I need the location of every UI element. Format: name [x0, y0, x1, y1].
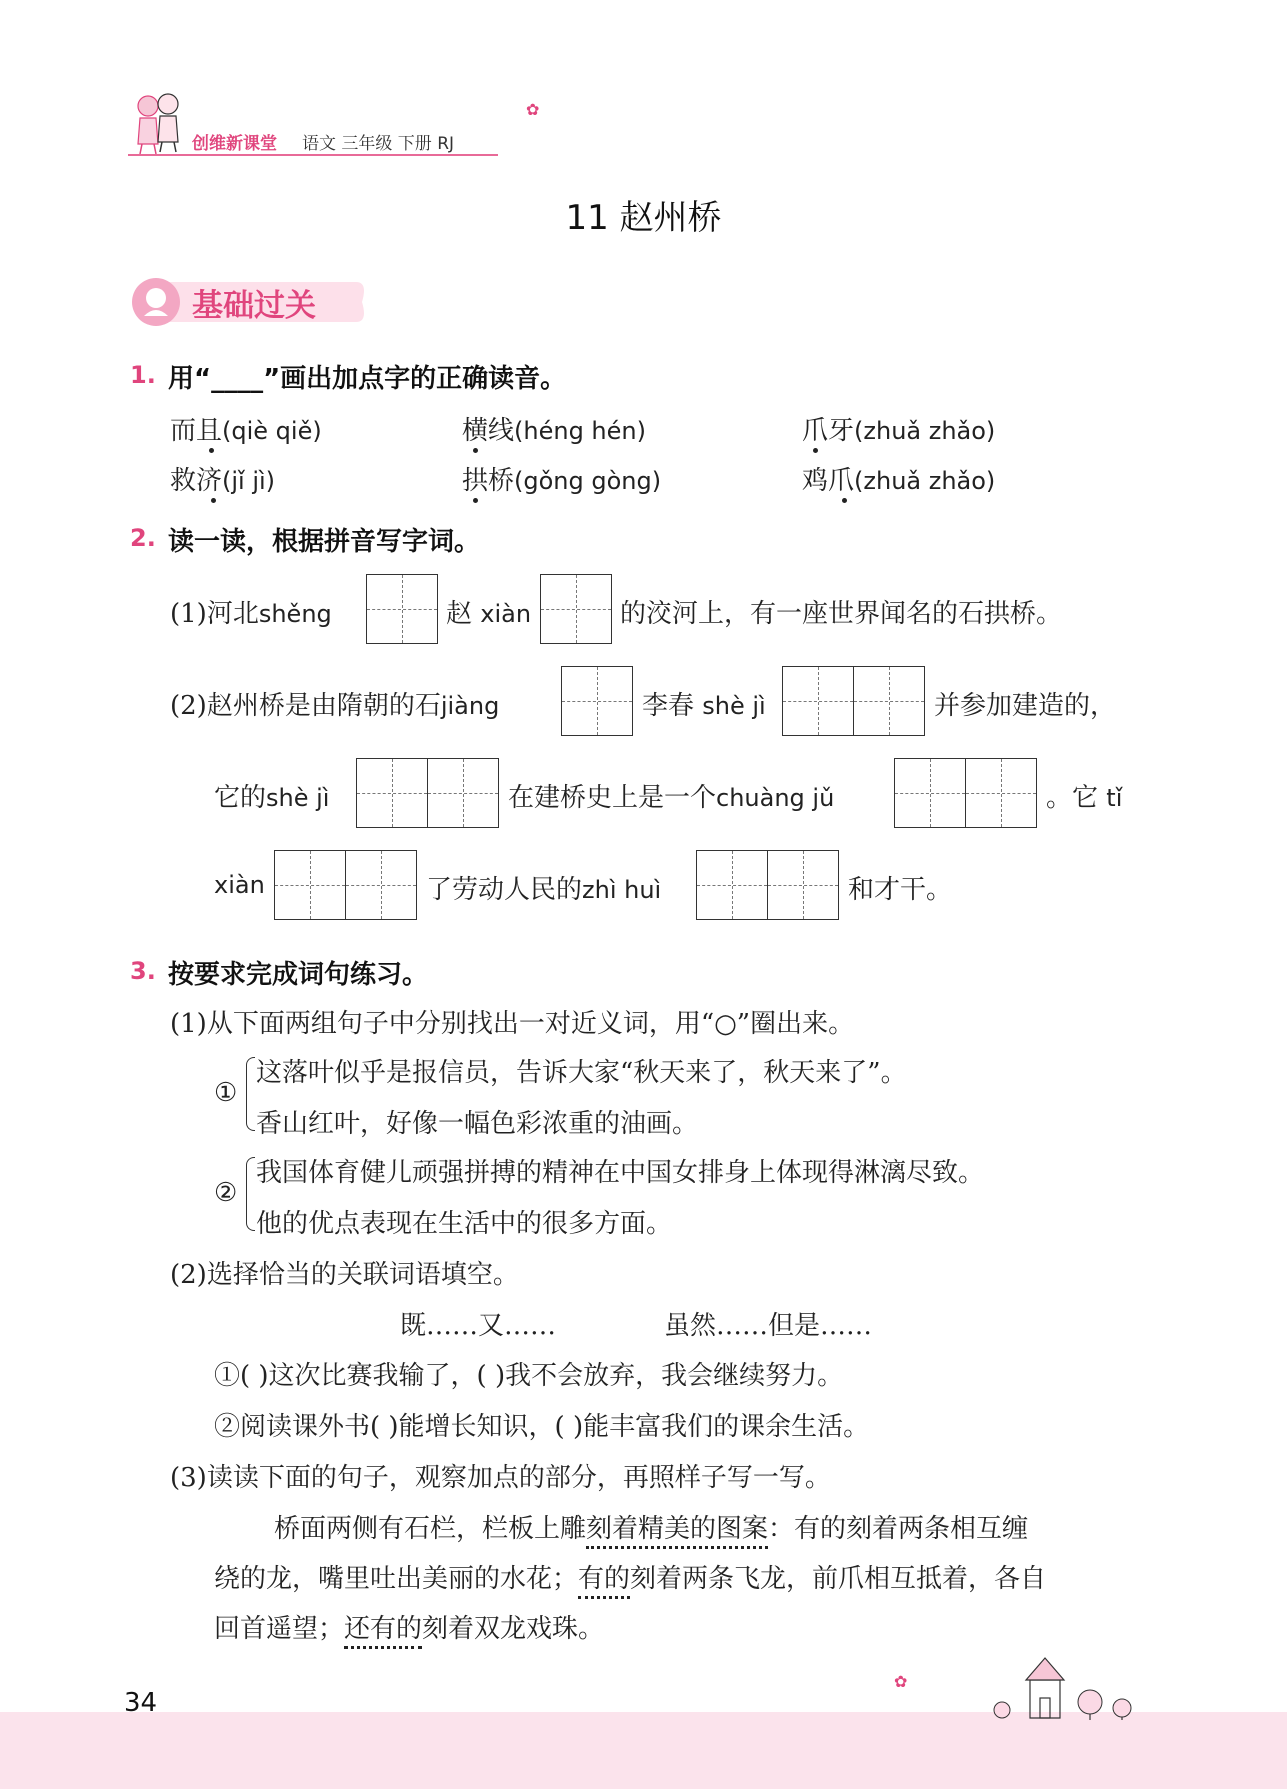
writing-box[interactable]: [561, 666, 633, 736]
conjunction-option: 虽然……但是……: [664, 1311, 873, 1341]
q2-p1-text: (1)河北shěng: [170, 599, 332, 629]
q2-p4-text: 和才干。: [848, 875, 953, 905]
writing-box[interactable]: [894, 758, 1037, 828]
writing-box[interactable]: [782, 666, 925, 736]
writing-box[interactable]: [696, 850, 839, 920]
emphasis-dot: [842, 498, 847, 503]
q2-p1-text: 赵 xiàn: [446, 599, 532, 629]
q2-p3-text: 它的shè jì: [214, 783, 330, 813]
q3-sub3: (3)读读下面的句子，观察加点的部分，再照样子写一写。: [170, 1463, 831, 1493]
q2-number: 2.: [130, 524, 156, 552]
q1-item: 而且(qiè qiě): [170, 416, 322, 446]
sentence: 他的优点表现在生活中的很多方面。: [256, 1209, 673, 1239]
footer-band: [0, 1712, 1287, 1789]
q3-sub2: (2)选择恰当的关联词语填空。: [170, 1260, 519, 1290]
brace: [246, 1157, 255, 1231]
kids-logo-icon: [128, 88, 188, 156]
emphasis-dot: [813, 448, 818, 453]
q2-p3-text: 在建桥史上是一个chuàng jǔ: [508, 783, 835, 813]
group-mark: ②: [214, 1178, 238, 1208]
group-mark: ①: [214, 1078, 238, 1108]
q2-p4-text: 了劳动人民的zhì huì: [426, 875, 662, 905]
emphasis-dot: [473, 498, 478, 503]
q3-sub1: (1)从下面两组句子中分别找出一对近义词，用“○”圈出来。: [170, 1009, 855, 1039]
writing-box[interactable]: [366, 574, 438, 644]
writing-box[interactable]: [356, 758, 499, 828]
page-number: 34: [124, 1688, 158, 1718]
q1-item: 鸡爪(zhuǎ zhǎo): [802, 466, 996, 496]
emphasis-dot: [473, 448, 478, 453]
fill-sentence: ②阅读课外书( )能增长知识，( )能丰富我们的课余生活。: [214, 1412, 870, 1442]
writing-box[interactable]: [540, 574, 612, 644]
section-title: 基础过关: [192, 288, 316, 324]
passage-line: 回首遥望；还有的刻着双龙戏珠。: [214, 1608, 604, 1645]
passage-line: 桥面两侧有石栏，栏板上雕刻着精美的图案：有的刻着两条相互缠: [274, 1508, 1028, 1545]
q2-p2-text: 李春 shè jì: [642, 691, 766, 721]
brand-name: 创维新课堂: [192, 134, 277, 154]
flower-icon: ✿: [894, 1672, 908, 1691]
writing-box[interactable]: [274, 850, 417, 920]
lesson-title: 11 赵州桥: [565, 198, 722, 238]
q2-prompt: 读一读，根据拼音写字词。: [168, 527, 481, 557]
emphasis-dot: [211, 498, 216, 503]
sentence: 我国体育健儿顽强拼搏的精神在中国女排身上体现得淋漓尽致。: [256, 1158, 985, 1188]
header-divider: [128, 154, 498, 156]
q3-number: 3.: [130, 957, 156, 985]
q1-prompt: 用“____”画出加点字的正确读音。: [168, 364, 567, 394]
q1-item: 横线(héng hén): [462, 416, 646, 446]
emphasis-dot: [209, 448, 214, 453]
q3-prompt: 按要求完成词句练习。: [168, 960, 429, 990]
book-info: 语文 三年级 下册 RJ: [302, 134, 455, 154]
q2-p3-text: 。它 tǐ: [1046, 783, 1123, 813]
q1-item: 拱桥(gǒng gòng): [462, 466, 662, 496]
flower-icon: ✿: [526, 100, 540, 119]
q2-p4-pinyin: xiàn: [214, 871, 265, 899]
castle-icon: [990, 1650, 1160, 1720]
fill-sentence: ①( )这次比赛我输了，( )我不会放弃，我会继续努力。: [214, 1361, 844, 1391]
brace: [246, 1057, 255, 1131]
q1-number: 1.: [130, 361, 156, 389]
q2-p2-text: 并参加建造的，: [934, 691, 1117, 721]
q1-item: 爪牙(zhuǎ zhǎo): [802, 416, 996, 446]
passage-line: 绕的龙，嘴里吐出美丽的水花；有的刻着两条飞龙，前爪相互抵着，各自: [214, 1558, 1046, 1595]
sentence: 这落叶似乎是报信员，告诉大家“秋天来了，秋天来了”。: [256, 1058, 907, 1088]
q1-item: 救济(jǐ jì): [170, 466, 276, 496]
q2-p1-text: 的洨河上，有一座世界闻名的石拱桥。: [620, 599, 1063, 629]
conjunction-option: 既……又……: [400, 1311, 557, 1341]
sentence: 香山红叶，好像一幅色彩浓重的油画。: [256, 1109, 699, 1139]
q2-p2-text: (2)赵州桥是由隋朝的石jiàng: [170, 691, 500, 721]
